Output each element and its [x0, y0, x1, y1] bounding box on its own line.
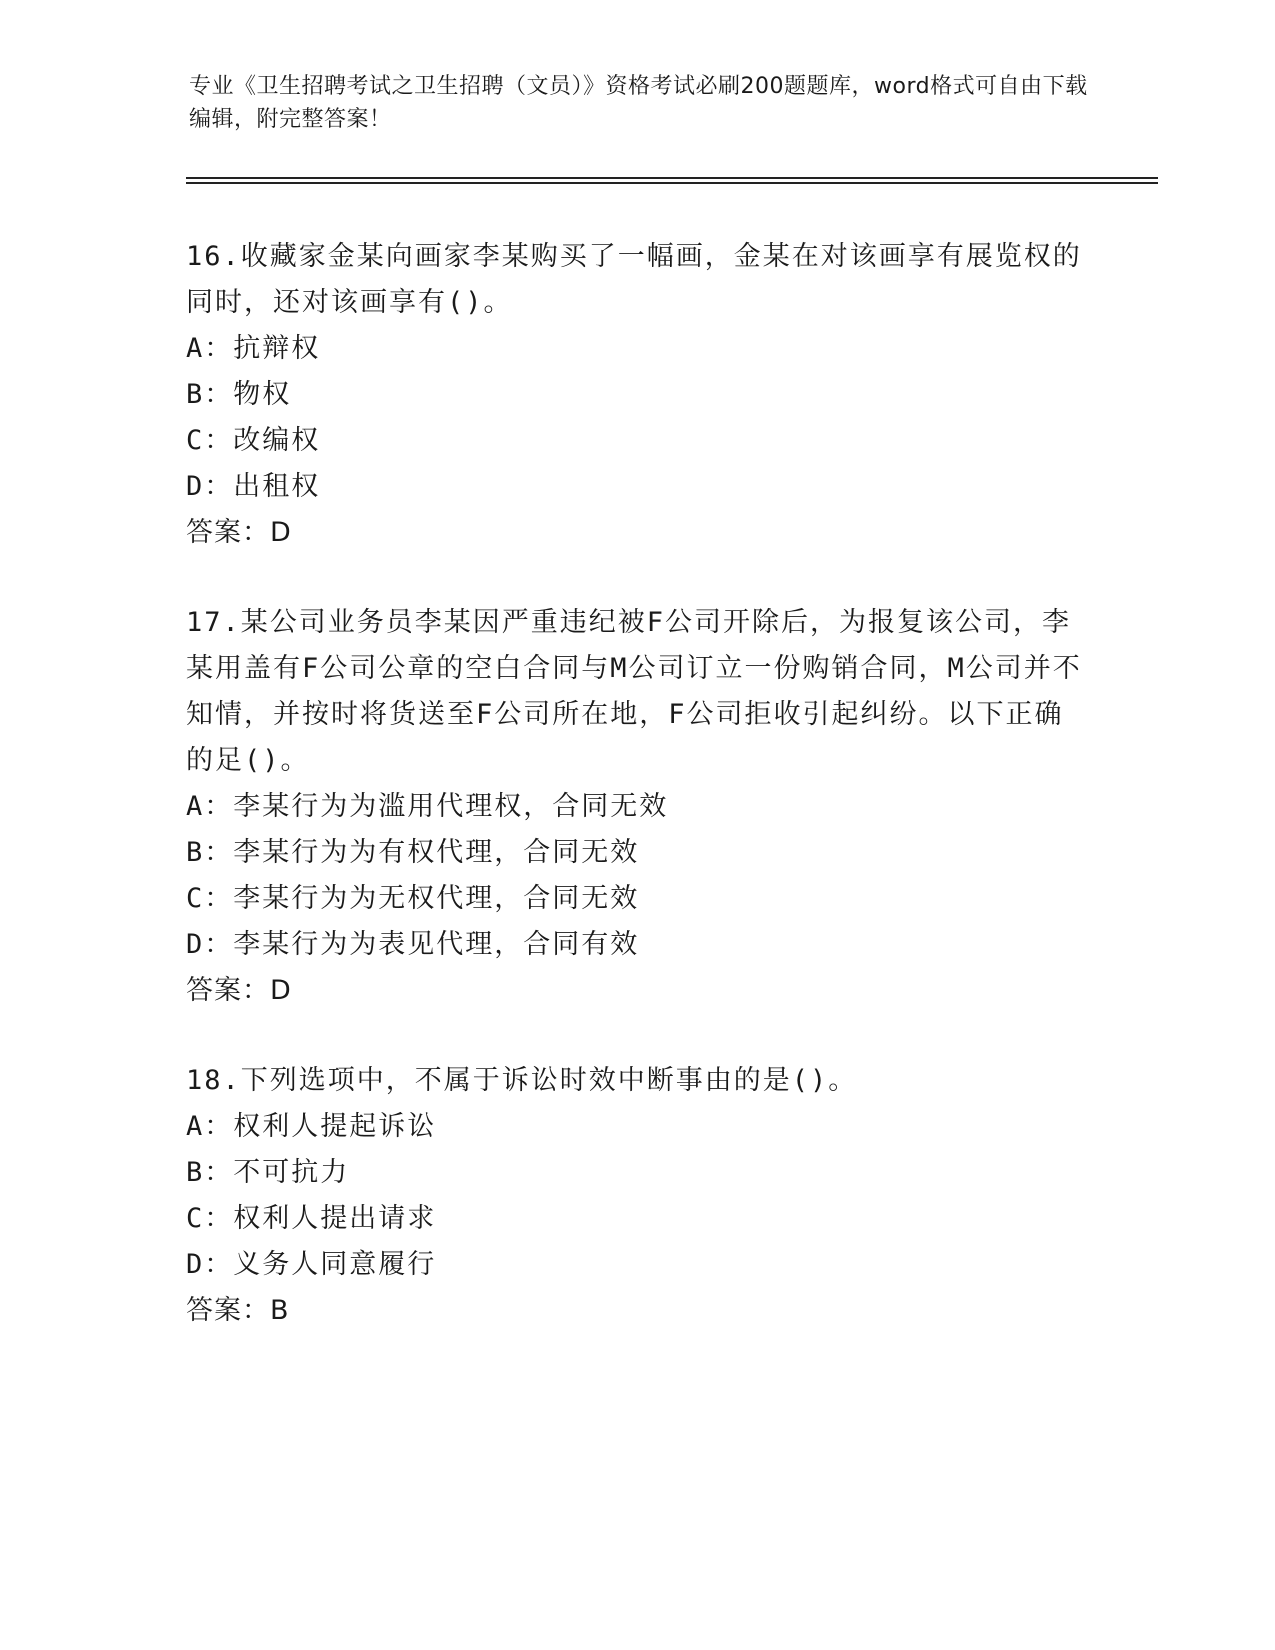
header-divider-line: [186, 182, 1158, 184]
question-stem: 18.下列选项中，不属于诉讼时效中断事由的是()。: [186, 1065, 858, 1096]
answer-line: 答案：D: [186, 975, 292, 1006]
option-c: C：李某行为为无权代理，合同无效: [186, 883, 640, 914]
document-header: 专业《卫生招聘考试之卫生招聘（文员）》资格考试必刷200题题库，word格式可自由下载编辑，附完整答案！: [189, 74, 1088, 132]
option-d: D：出租权: [186, 471, 321, 502]
option-a: A：李某行为为滥用代理权，合同无效: [186, 791, 669, 822]
question-stem: 16.收藏家金某向画家李某购买了一幅画，金某在对该画享有展览权的同时，还对该画享有()。: [186, 241, 1082, 318]
question-block: [186, 234, 1086, 556]
option-b: B：不可抗力: [186, 1157, 350, 1188]
question-block: [186, 600, 1086, 1014]
question-stem: 17.某公司业务员李某因严重违纪被F公司开除后，为报复该公司，李某用盖有F公司公章的空白合同与M公司订立一份购销合同，M公司并不知情，并按时将货送至F公司所在地，F公司拒收引起纠纷。以下正确的足()。: [186, 607, 1082, 776]
option-a: A：抗辩权: [186, 333, 321, 364]
answer-line: 答案：D: [186, 517, 292, 548]
header-divider-line: [186, 177, 1158, 179]
answer-line: 答案：B: [186, 1295, 290, 1326]
option-b: B：李某行为为有权代理，合同无效: [186, 837, 640, 868]
option-d: D：李某行为为表见代理，合同有效: [186, 929, 640, 960]
question-block: [186, 1058, 1086, 1334]
option-d: D：义务人同意履行: [186, 1249, 437, 1280]
option-a: A：权利人提起诉讼: [186, 1111, 437, 1142]
option-b: B：物权: [186, 379, 292, 410]
option-c: C：权利人提出请求: [186, 1203, 437, 1234]
option-c: C：改编权: [186, 425, 321, 456]
